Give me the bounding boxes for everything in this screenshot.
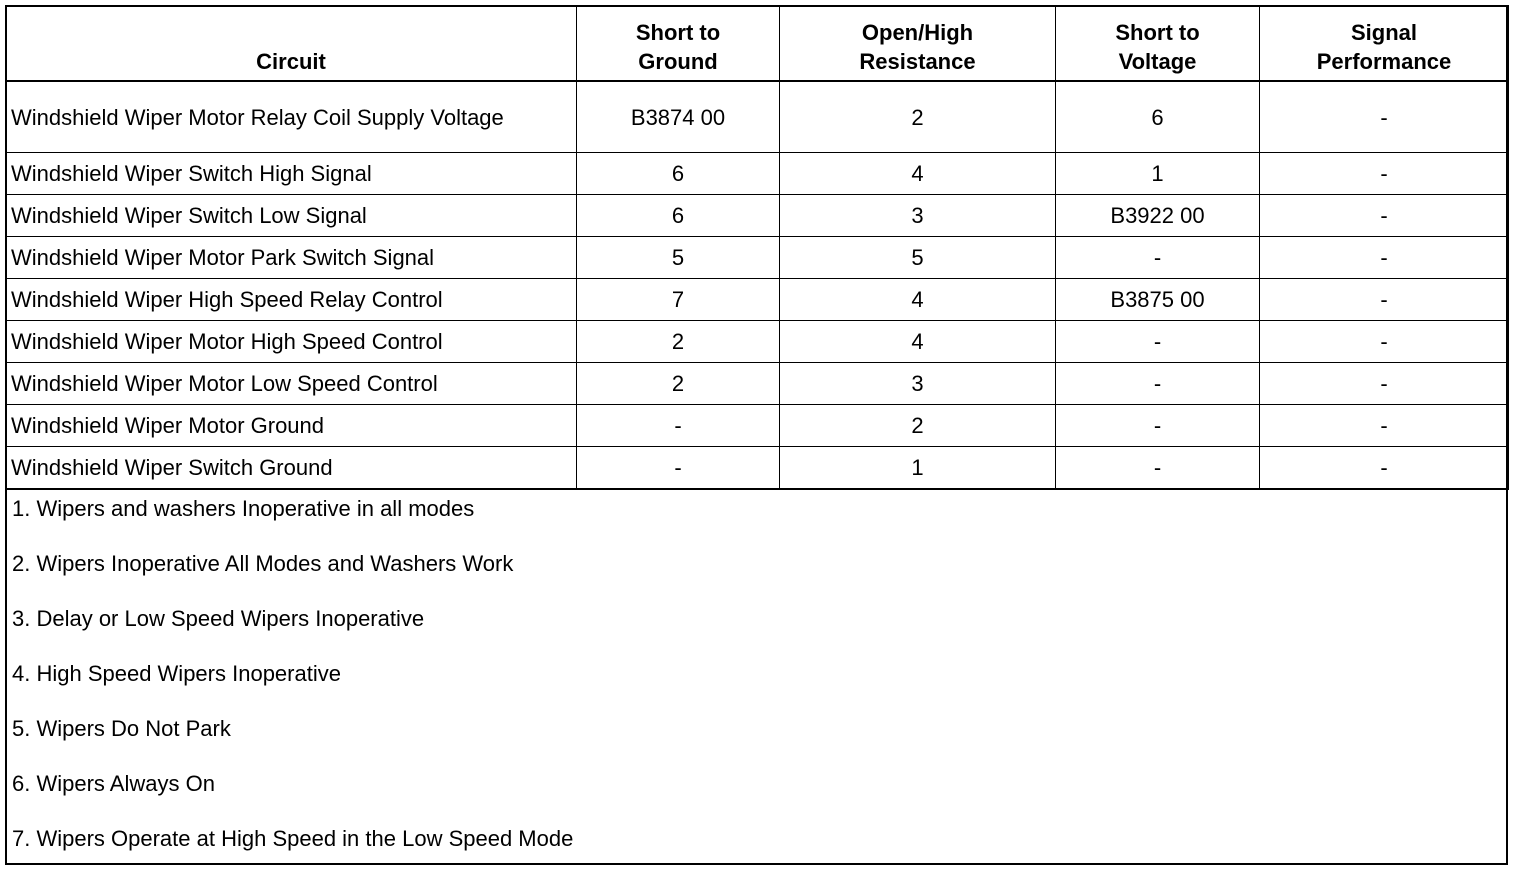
short-to-voltage-cell: - — [1056, 321, 1260, 363]
header-row — [6, 6, 1509, 82]
short-to-ground-cell: B3874 00 — [577, 81, 780, 153]
circuit-diagnostic-table — [5, 5, 1509, 490]
header-signal-performance: Signal Performance — [1260, 6, 1509, 82]
header-open-high-resistance: Open/High Resistance — [780, 6, 1056, 82]
short-to-voltage-cell: - — [1056, 237, 1260, 279]
open-high-resistance-cell: 1 — [780, 447, 1056, 490]
table-row — [6, 321, 1509, 363]
short-to-ground-cell: 6 — [577, 195, 780, 237]
open-high-resistance-cell: 2 — [780, 405, 1056, 447]
note-item: 7. Wipers Operate at High Speed in the Low Speed Mode — [12, 826, 574, 851]
table-row — [6, 363, 1509, 405]
table-row — [6, 279, 1509, 321]
circuit-name-cell: Windshield Wiper Switch High Signal — [6, 153, 577, 195]
circuit-name-cell: Windshield Wiper Motor Relay Coil Supply Voltage — [6, 81, 577, 153]
signal-performance-cell: - — [1260, 81, 1509, 153]
short-to-voltage-cell: 1 — [1056, 153, 1260, 195]
open-high-resistance-cell: 3 — [780, 363, 1056, 405]
short-to-voltage-cell: 6 — [1056, 81, 1260, 153]
short-to-ground-cell: 7 — [577, 279, 780, 321]
table-row — [6, 195, 1509, 237]
header-short-to-ground: Short to Ground — [577, 6, 780, 82]
signal-performance-cell: - — [1260, 237, 1509, 279]
circuit-name-cell: Windshield Wiper Switch Ground — [6, 447, 577, 490]
short-to-ground-cell: 6 — [577, 153, 780, 195]
short-to-voltage-cell: B3922 00 — [1056, 195, 1260, 237]
short-to-voltage-cell: B3875 00 — [1056, 279, 1260, 321]
signal-performance-cell: - — [1260, 447, 1509, 490]
open-high-resistance-cell: 5 — [780, 237, 1056, 279]
table-row — [6, 153, 1509, 195]
header-circuit: Circuit — [6, 6, 577, 82]
note-item: 2. Wipers Inoperative All Modes and Washers Work — [12, 551, 514, 576]
signal-performance-cell: - — [1260, 153, 1509, 195]
short-to-ground-cell: - — [577, 447, 780, 490]
notes-list — [12, 494, 1492, 879]
circuit-name-cell: Windshield Wiper Motor Low Speed Control — [6, 363, 577, 405]
note-item: 5. Wipers Do Not Park — [12, 716, 231, 741]
short-to-ground-cell: 2 — [577, 321, 780, 363]
open-high-resistance-cell: 3 — [780, 195, 1056, 237]
signal-performance-cell: - — [1260, 195, 1509, 237]
circuit-name-cell: Windshield Wiper Switch Low Signal — [6, 195, 577, 237]
open-high-resistance-cell: 4 — [780, 279, 1056, 321]
open-high-resistance-cell: 4 — [780, 153, 1056, 195]
table-row — [6, 405, 1509, 447]
signal-performance-cell: - — [1260, 363, 1509, 405]
circuit-name-cell: Windshield Wiper High Speed Relay Control — [6, 279, 577, 321]
table-row — [6, 81, 1509, 153]
open-high-resistance-cell: 2 — [780, 81, 1056, 153]
table-row — [6, 237, 1509, 279]
table-row — [6, 447, 1509, 490]
signal-performance-cell: - — [1260, 405, 1509, 447]
note-item: 1. Wipers and washers Inoperative in all modes — [12, 496, 475, 521]
circuit-name-cell: Windshield Wiper Motor Park Switch Signal — [6, 237, 577, 279]
circuit-name-cell: Windshield Wiper Motor Ground — [6, 405, 577, 447]
note-item: 3. Delay or Low Speed Wipers Inoperative — [12, 606, 425, 631]
signal-performance-cell: - — [1260, 321, 1509, 363]
note-item: 6. Wipers Always On — [12, 771, 215, 796]
short-to-ground-cell: 2 — [577, 363, 780, 405]
short-to-ground-cell: - — [577, 405, 780, 447]
signal-performance-cell: - — [1260, 279, 1509, 321]
short-to-voltage-cell: - — [1056, 447, 1260, 490]
note-item: 4. High Speed Wipers Inoperative — [12, 661, 341, 686]
short-to-voltage-cell: - — [1056, 405, 1260, 447]
header-short-to-voltage: Short to Voltage — [1056, 6, 1260, 82]
circuit-name-cell: Windshield Wiper Motor High Speed Control — [6, 321, 577, 363]
short-to-ground-cell: 5 — [577, 237, 780, 279]
open-high-resistance-cell: 4 — [780, 321, 1056, 363]
short-to-voltage-cell: - — [1056, 363, 1260, 405]
